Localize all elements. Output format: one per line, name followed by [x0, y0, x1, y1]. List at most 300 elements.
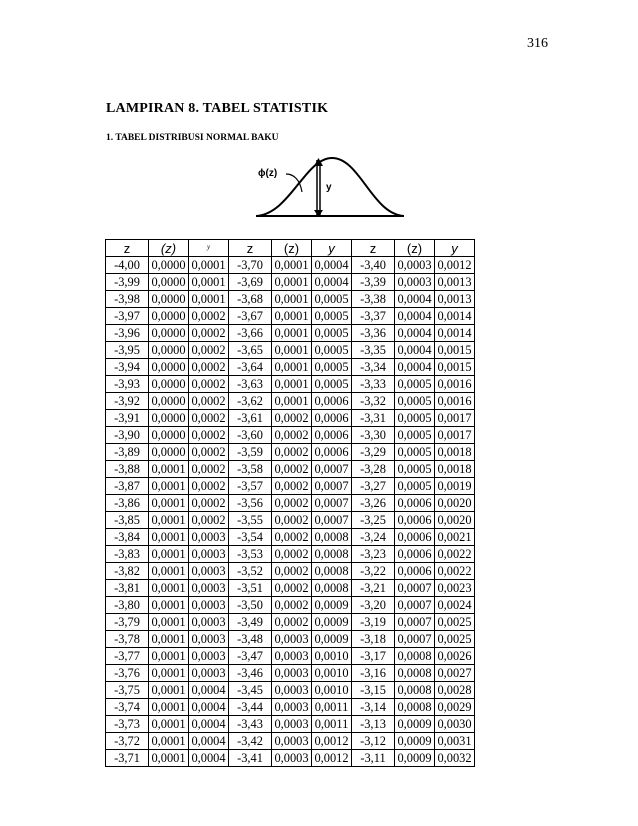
table-cell: 0,0000	[149, 410, 189, 427]
table-cell: -3,80	[106, 597, 149, 614]
table-cell: -3,25	[352, 512, 395, 529]
table-cell: 0,0000	[149, 342, 189, 359]
table-cell: 0,0022	[435, 563, 475, 580]
table-cell: 0,0005	[312, 342, 352, 359]
table-body	[106, 257, 475, 767]
table-cell: -3,65	[229, 342, 272, 359]
table-cell: 0,0002	[189, 444, 229, 461]
header-y-1: y	[189, 240, 229, 257]
table-cell: -3,82	[106, 563, 149, 580]
table-cell: -3,67	[229, 308, 272, 325]
table-cell: 0,0002	[272, 597, 312, 614]
table-cell: -3,78	[106, 631, 149, 648]
table-cell: -3,52	[229, 563, 272, 580]
table-row	[106, 274, 475, 291]
table-cell: 0,0004	[395, 359, 435, 376]
table-cell: 0,0012	[435, 257, 475, 274]
table-cell: 0,0009	[395, 716, 435, 733]
table-cell: -3,72	[106, 733, 149, 750]
table-cell: 0,0031	[435, 733, 475, 750]
table-cell: -3,36	[352, 325, 395, 342]
table-cell: -3,55	[229, 512, 272, 529]
table-cell: -3,96	[106, 325, 149, 342]
table-cell: -3,71	[106, 750, 149, 767]
table-cell: -3,45	[229, 682, 272, 699]
table-cell: -3,87	[106, 478, 149, 495]
table-cell: 0,0002	[272, 512, 312, 529]
table-cell: -3,92	[106, 393, 149, 410]
table-row	[106, 376, 475, 393]
table-cell: -3,47	[229, 648, 272, 665]
table-row	[106, 461, 475, 478]
table-cell: 0,0004	[189, 682, 229, 699]
table-cell: 0,0001	[149, 597, 189, 614]
table-cell: 0,0000	[149, 257, 189, 274]
table-cell: -3,17	[352, 648, 395, 665]
normal-curve-svg	[250, 150, 410, 220]
table-cell: -3,51	[229, 580, 272, 597]
table-cell: 0,0030	[435, 716, 475, 733]
table-cell: 0,0005	[312, 325, 352, 342]
table-cell: 0,0007	[312, 461, 352, 478]
table-row	[106, 648, 475, 665]
table-cell: 0,0008	[395, 648, 435, 665]
table-cell: -3,98	[106, 291, 149, 308]
table-cell: 0,0002	[272, 410, 312, 427]
table-cell: 0,0005	[312, 359, 352, 376]
table-cell: 0,0003	[272, 699, 312, 716]
table-cell: 0,0001	[272, 308, 312, 325]
table-cell: -3,86	[106, 495, 149, 512]
table-cell: 0,0003	[272, 750, 312, 767]
table-row	[106, 699, 475, 716]
table-cell: -3,93	[106, 376, 149, 393]
table-cell: -4,00	[106, 257, 149, 274]
table-cell: 0,0000	[149, 393, 189, 410]
table-cell: 0,0003	[272, 631, 312, 648]
table-row	[106, 359, 475, 376]
table-cell: 0,0001	[149, 699, 189, 716]
table-cell: 0,0014	[435, 325, 475, 342]
page-number: 316	[527, 36, 548, 51]
table-cell: 0,0001	[189, 291, 229, 308]
table-cell: 0,0001	[272, 325, 312, 342]
table-row	[106, 614, 475, 631]
table-cell: 0,0032	[435, 750, 475, 767]
table-cell: -3,39	[352, 274, 395, 291]
table-cell: -3,18	[352, 631, 395, 648]
table-row	[106, 257, 475, 274]
table-cell: -3,62	[229, 393, 272, 410]
table-row	[106, 495, 475, 512]
table-cell: -3,21	[352, 580, 395, 597]
table-cell: -3,56	[229, 495, 272, 512]
table-cell: 0,0002	[189, 495, 229, 512]
table-cell: 0,0018	[435, 444, 475, 461]
table-cell: 0,0006	[312, 427, 352, 444]
table-cell: 0,0009	[312, 614, 352, 631]
table-cell: 0,0004	[312, 274, 352, 291]
table-cell: -3,23	[352, 546, 395, 563]
table-cell: 0,0003	[189, 614, 229, 631]
table-cell: 0,0021	[435, 529, 475, 546]
table-cell: 0,0009	[312, 631, 352, 648]
table-cell: 0,0003	[272, 733, 312, 750]
table-cell: 0,0023	[435, 580, 475, 597]
table-cell: 0,0010	[312, 682, 352, 699]
table-cell: 0,0005	[395, 410, 435, 427]
table-cell: -3,90	[106, 427, 149, 444]
table-cell: -3,44	[229, 699, 272, 716]
table-cell: 0,0025	[435, 614, 475, 631]
table-cell: 0,0002	[189, 478, 229, 495]
table-cell: 0,0000	[149, 376, 189, 393]
table-cell: -3,89	[106, 444, 149, 461]
table-cell: 0,0003	[189, 597, 229, 614]
header-z-2: z	[229, 240, 272, 257]
table-row	[106, 546, 475, 563]
table-cell: 0,0005	[312, 291, 352, 308]
table-cell: -3,35	[352, 342, 395, 359]
table-cell: 0,0006	[312, 410, 352, 427]
table-cell: -3,28	[352, 461, 395, 478]
table-cell: 0,0003	[189, 529, 229, 546]
table-cell: 0,0002	[272, 444, 312, 461]
table-cell: -3,26	[352, 495, 395, 512]
table-cell: 0,0011	[312, 716, 352, 733]
table-cell: 0,0000	[149, 325, 189, 342]
table-cell: 0,0013	[435, 291, 475, 308]
normal-distribution-table	[105, 239, 475, 767]
table-cell: 0,0007	[312, 478, 352, 495]
table-cell: 0,0002	[272, 427, 312, 444]
table-cell: 0,0001	[149, 665, 189, 682]
table-cell: 0,0002	[189, 410, 229, 427]
table-cell: 0,0022	[435, 546, 475, 563]
table-cell: 0,0001	[149, 648, 189, 665]
table-cell: 0,0016	[435, 376, 475, 393]
table-cell: 0,0008	[395, 682, 435, 699]
table-cell: 0,0002	[189, 376, 229, 393]
table-cell: 0,0001	[149, 750, 189, 767]
table-cell: 0,0001	[272, 257, 312, 274]
table-row	[106, 529, 475, 546]
table-cell: 0,0007	[312, 495, 352, 512]
header-phi-1: (z)	[149, 240, 189, 257]
table-cell: 0,0009	[312, 597, 352, 614]
table-cell: -3,12	[352, 733, 395, 750]
table-row	[106, 308, 475, 325]
table-cell: -3,42	[229, 733, 272, 750]
table-cell: 0,0002	[189, 461, 229, 478]
table-cell: 0,0000	[149, 308, 189, 325]
table-cell: 0,0001	[149, 733, 189, 750]
table-cell: 0,0008	[395, 699, 435, 716]
table-cell: 0,0002	[189, 359, 229, 376]
table-cell: 0,0017	[435, 410, 475, 427]
table-cell: 0,0000	[149, 359, 189, 376]
table-cell: -3,38	[352, 291, 395, 308]
table-cell: 0,0003	[272, 665, 312, 682]
table-cell: 0,0003	[395, 257, 435, 274]
table-cell: -3,97	[106, 308, 149, 325]
table-cell: -3,99	[106, 274, 149, 291]
table-cell: -3,40	[352, 257, 395, 274]
table-cell: 0,0007	[395, 597, 435, 614]
table-cell: 0,0004	[189, 733, 229, 750]
table-cell: 0,0002	[272, 529, 312, 546]
table-cell: 0,0001	[149, 461, 189, 478]
table-cell: 0,0003	[189, 648, 229, 665]
table-cell: 0,0002	[272, 563, 312, 580]
table-cell: -3,43	[229, 716, 272, 733]
table-row	[106, 665, 475, 682]
table-cell: 0,0001	[149, 563, 189, 580]
table-cell: -3,76	[106, 665, 149, 682]
table-cell: 0,0002	[272, 461, 312, 478]
table-cell: 0,0001	[149, 529, 189, 546]
table-cell: 0,0002	[272, 580, 312, 597]
table-cell: -3,48	[229, 631, 272, 648]
table-cell: 0,0017	[435, 427, 475, 444]
table-cell: 0,0002	[272, 614, 312, 631]
y-label: y	[326, 182, 332, 193]
table-cell: 0,0001	[272, 376, 312, 393]
table-cell: 0,0000	[149, 427, 189, 444]
table-row	[106, 750, 475, 767]
table-cell: 0,0012	[312, 750, 352, 767]
table-cell: -3,84	[106, 529, 149, 546]
table-cell: 0,0010	[312, 665, 352, 682]
table-cell: 0,0002	[189, 308, 229, 325]
header-phi-3: (z)	[395, 240, 435, 257]
table-cell: 0,0008	[312, 563, 352, 580]
table-cell: 0,0005	[395, 393, 435, 410]
table-cell: 0,0002	[189, 512, 229, 529]
table-cell: -3,70	[229, 257, 272, 274]
table-cell: 0,0014	[435, 308, 475, 325]
table-cell: -3,22	[352, 563, 395, 580]
phi-label: ϕ(z)	[258, 168, 278, 179]
table-cell: -3,53	[229, 546, 272, 563]
table-cell: 0,0001	[149, 478, 189, 495]
table-row	[106, 733, 475, 750]
table-cell: -3,41	[229, 750, 272, 767]
table-cell: -3,94	[106, 359, 149, 376]
table-cell: 0,0003	[189, 580, 229, 597]
table-cell: 0,0005	[395, 444, 435, 461]
header-y-3: y	[435, 240, 475, 257]
table-cell: -3,57	[229, 478, 272, 495]
table-cell: 0,0006	[395, 563, 435, 580]
table-cell: -3,32	[352, 393, 395, 410]
table-cell: 0,0013	[435, 274, 475, 291]
table-cell: -3,68	[229, 291, 272, 308]
table-cell: 0,0002	[272, 478, 312, 495]
table-row	[106, 427, 475, 444]
table-row	[106, 410, 475, 427]
table-cell: -3,46	[229, 665, 272, 682]
table-cell: -3,31	[352, 410, 395, 427]
table-cell: 0,0020	[435, 512, 475, 529]
table-cell: -3,16	[352, 665, 395, 682]
table-cell: 0,0005	[395, 461, 435, 478]
header-phi-2: (z)	[272, 240, 312, 257]
table-cell: -3,30	[352, 427, 395, 444]
table-cell: -3,49	[229, 614, 272, 631]
table-cell: 0,0007	[395, 580, 435, 597]
table-cell: 0,0009	[395, 733, 435, 750]
table-cell: 0,0025	[435, 631, 475, 648]
table-cell: 0,0003	[189, 665, 229, 682]
table-cell: 0,0002	[272, 495, 312, 512]
table-header-row	[106, 240, 475, 257]
table-cell: 0,0002	[189, 342, 229, 359]
table-cell: 0,0007	[312, 512, 352, 529]
table-cell: -3,13	[352, 716, 395, 733]
table-cell: -3,95	[106, 342, 149, 359]
table-cell: 0,0003	[272, 648, 312, 665]
table-row	[106, 393, 475, 410]
table-cell: 0,0001	[149, 495, 189, 512]
table-cell: 0,0009	[395, 750, 435, 767]
table-cell: 0,0000	[149, 444, 189, 461]
table-cell: 0,0001	[149, 614, 189, 631]
table-cell: -3,27	[352, 478, 395, 495]
table-cell: -3,14	[352, 699, 395, 716]
table-cell: 0,0004	[189, 699, 229, 716]
table-cell: 0,0027	[435, 665, 475, 682]
table-cell: 0,0004	[189, 750, 229, 767]
table-cell: 0,0002	[189, 427, 229, 444]
table-cell: 0,0007	[395, 614, 435, 631]
table-cell: -3,54	[229, 529, 272, 546]
table-cell: 0,0001	[272, 359, 312, 376]
table-cell: 0,0003	[272, 682, 312, 699]
table-cell: -3,19	[352, 614, 395, 631]
table-cell: -3,79	[106, 614, 149, 631]
table-cell: 0,0005	[312, 376, 352, 393]
table-cell: 0,0001	[149, 580, 189, 597]
table-cell: 0,0008	[312, 546, 352, 563]
table-cell: 0,0028	[435, 682, 475, 699]
table-cell: 0,0004	[395, 291, 435, 308]
table-cell: -3,11	[352, 750, 395, 767]
table-cell: 0,0001	[272, 342, 312, 359]
table-cell: 0,0006	[395, 529, 435, 546]
table-cell: 0,0006	[395, 546, 435, 563]
table-cell: 0,0020	[435, 495, 475, 512]
table-cell: 0,0007	[395, 631, 435, 648]
header-z-1: z	[106, 240, 149, 257]
table-cell: 0,0006	[395, 495, 435, 512]
table-cell: 0,0004	[395, 325, 435, 342]
table-cell: 0,0005	[395, 376, 435, 393]
table-cell: -3,81	[106, 580, 149, 597]
table-cell: 0,0015	[435, 342, 475, 359]
table-cell: 0,0008	[312, 529, 352, 546]
table-cell: 0,0006	[395, 512, 435, 529]
table-row	[106, 512, 475, 529]
table-cell: 0,0000	[149, 274, 189, 291]
table-cell: -3,37	[352, 308, 395, 325]
table-cell: 0,0001	[149, 546, 189, 563]
table-cell: 0,0001	[272, 274, 312, 291]
table-cell: 0,0003	[189, 563, 229, 580]
normal-curve-figure	[250, 150, 410, 220]
table-cell: 0,0006	[312, 444, 352, 461]
table-row	[106, 291, 475, 308]
table-cell: 0,0019	[435, 478, 475, 495]
table-cell: 0,0001	[149, 631, 189, 648]
table-row	[106, 444, 475, 461]
table-cell: 0,0008	[312, 580, 352, 597]
table-cell: -3,66	[229, 325, 272, 342]
table-row	[106, 716, 475, 733]
appendix-title: LAMPIRAN 8. TABEL STATISTIK	[106, 101, 329, 116]
table-cell: 0,0008	[395, 665, 435, 682]
table-cell: -3,69	[229, 274, 272, 291]
table-cell: -3,75	[106, 682, 149, 699]
table-cell: -3,29	[352, 444, 395, 461]
table-row	[106, 682, 475, 699]
table-row	[106, 580, 475, 597]
table-cell: -3,50	[229, 597, 272, 614]
table-cell: -3,60	[229, 427, 272, 444]
table-cell: -3,20	[352, 597, 395, 614]
table-cell: -3,15	[352, 682, 395, 699]
table-cell: 0,0005	[395, 427, 435, 444]
table-cell: -3,83	[106, 546, 149, 563]
table-cell: 0,0003	[395, 274, 435, 291]
table-cell: -3,58	[229, 461, 272, 478]
table-cell: -3,59	[229, 444, 272, 461]
table-cell: -3,88	[106, 461, 149, 478]
table-cell: 0,0005	[312, 308, 352, 325]
section-title: 1. TABEL DISTRIBUSI NORMAL BAKU	[106, 133, 279, 143]
table-cell: 0,0005	[395, 478, 435, 495]
header-y-2: y	[312, 240, 352, 257]
table-cell: 0,0006	[312, 393, 352, 410]
table-row	[106, 478, 475, 495]
table-row	[106, 563, 475, 580]
table-cell: 0,0016	[435, 393, 475, 410]
table-row	[106, 325, 475, 342]
table-cell: -3,77	[106, 648, 149, 665]
table-cell: -3,33	[352, 376, 395, 393]
table-cell: 0,0001	[149, 512, 189, 529]
table-cell: 0,0002	[189, 325, 229, 342]
table-cell: -3,61	[229, 410, 272, 427]
table-cell: 0,0011	[312, 699, 352, 716]
table-cell: -3,73	[106, 716, 149, 733]
table-cell: 0,0001	[272, 291, 312, 308]
table-cell: -3,85	[106, 512, 149, 529]
y-arrow-head-top	[314, 158, 323, 166]
table-cell: 0,0001	[272, 393, 312, 410]
table-cell: -3,74	[106, 699, 149, 716]
table-cell: 0,0000	[149, 291, 189, 308]
table-cell: 0,0026	[435, 648, 475, 665]
table-cell: 0,0010	[312, 648, 352, 665]
table-cell: 0,0001	[149, 682, 189, 699]
table-cell: -3,91	[106, 410, 149, 427]
table-cell: 0,0001	[149, 716, 189, 733]
table-row	[106, 597, 475, 614]
table-cell: 0,0015	[435, 359, 475, 376]
table-cell: 0,0002	[189, 393, 229, 410]
table-cell: 0,0004	[312, 257, 352, 274]
